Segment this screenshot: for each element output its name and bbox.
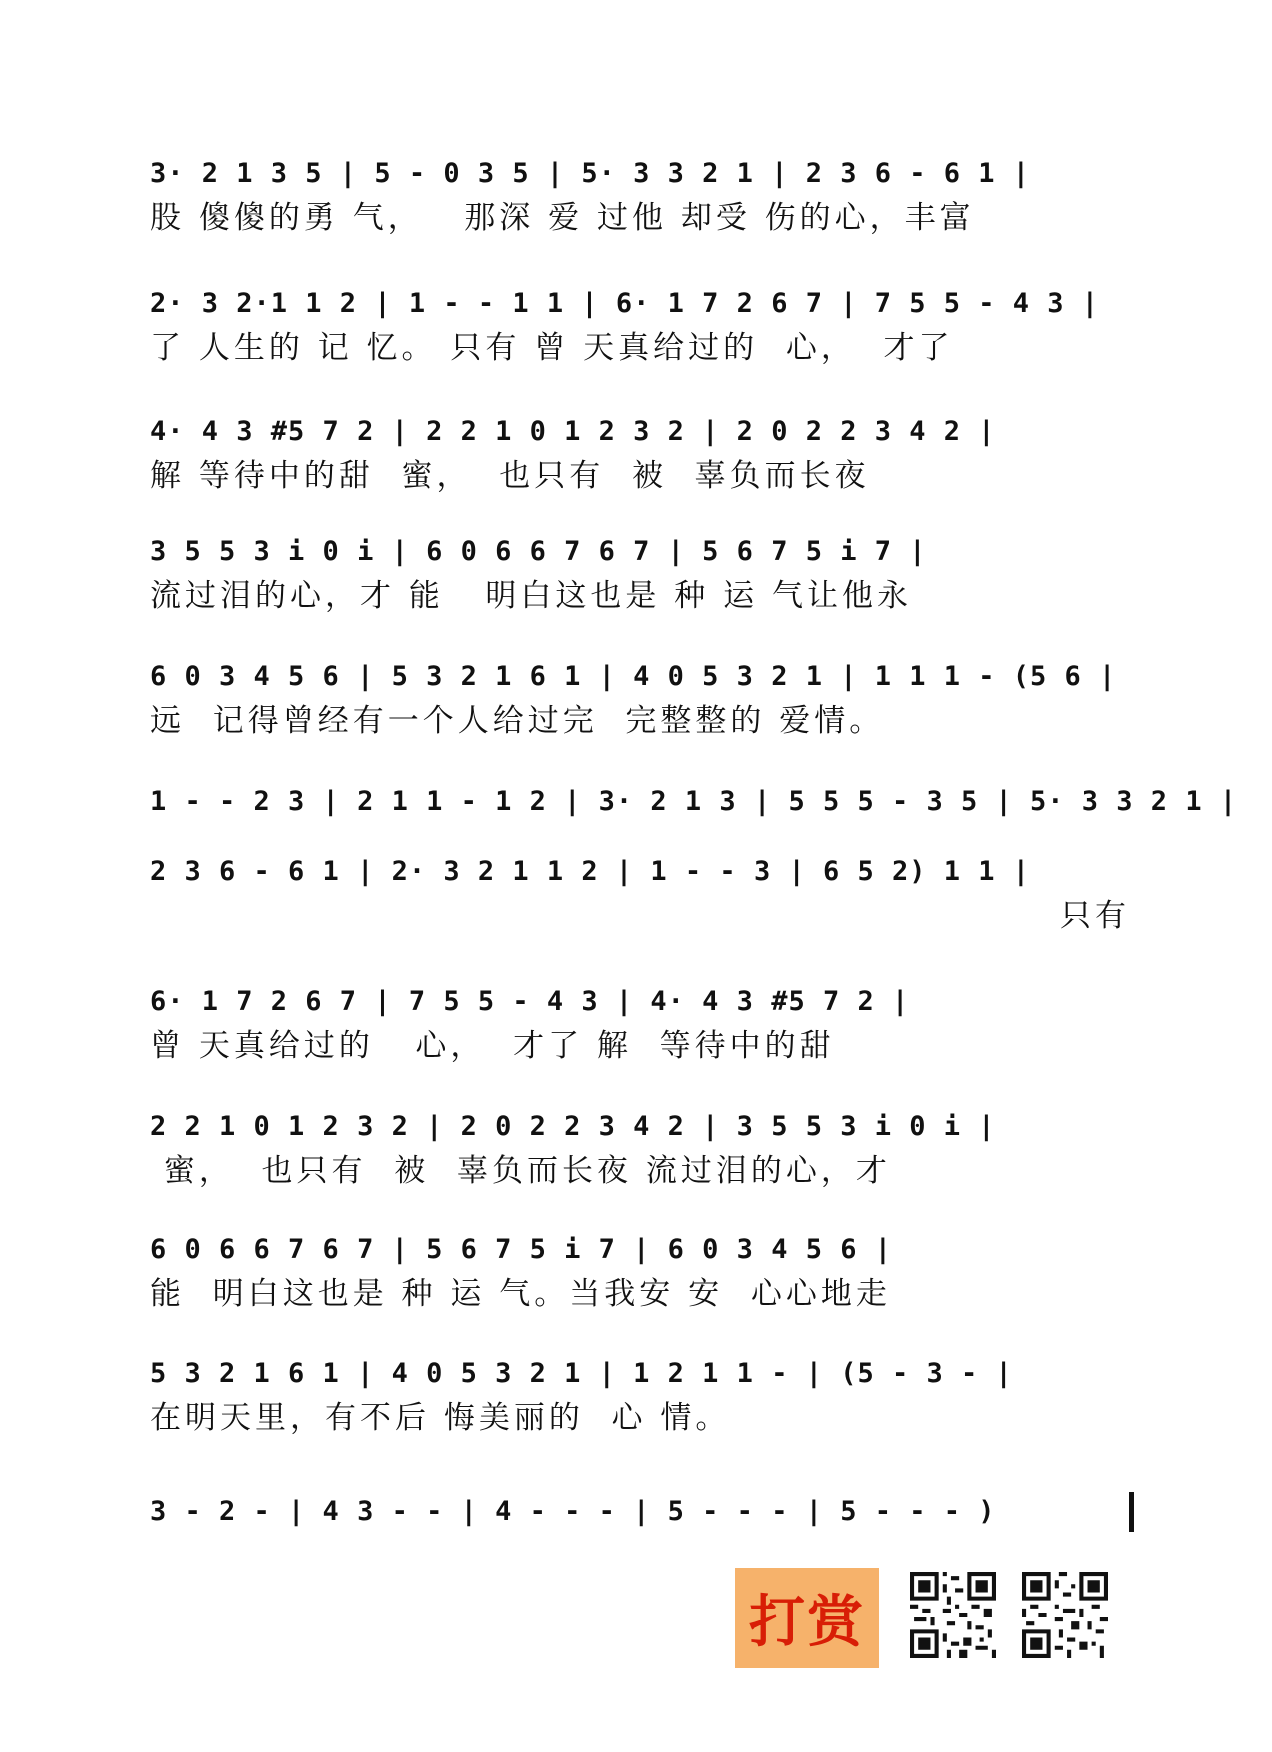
lyrics-row: 远 记得曾经有一个人给过完 完整整的 爱情。 xyxy=(150,703,885,739)
final-barline xyxy=(1129,1492,1134,1532)
qr-code-icon xyxy=(1022,1572,1108,1658)
lyrics-row: 了 人生的 记 忆。 只有 曾 天真给过的 心， 才了 xyxy=(150,330,954,366)
lyrics-row: 曾 天真给过的 心， 才了 解 等待中的甜 xyxy=(150,1028,835,1064)
lyrics-row: 解 等待中的甜 蜜， 也只有 被 辜负而长夜 xyxy=(150,458,870,494)
lyrics-row: 流过泪的心，才 能 明白这也是 种 运 气让他永 xyxy=(150,578,912,614)
notes-row: 3 - 2 - | 4 3 - - | 4 - - - | 5 - - - | 5 - - - ) xyxy=(150,1496,996,1527)
reward-button[interactable]: 打赏 xyxy=(735,1568,879,1668)
notes-row: 6· 1 7 2 6 7 | 7 5 5 - 4 3 | 4· 4 3 #5 7 2 | xyxy=(150,986,910,1017)
lyrics-row: 只有 xyxy=(1060,898,1130,934)
notes-row: 2 2 1 0 1 2 3 2 | 2 0 2 2 3 4 2 | 3 5 5 3 i 0 i | xyxy=(150,1111,996,1142)
notes-row: 4· 4 3 #5 7 2 | 2 2 1 0 1 2 3 2 | 2 0 2 2 3 4 2 | xyxy=(150,416,996,447)
lyrics-row: 蜜， 也只有 被 辜负而长夜 流过泪的心，才 xyxy=(150,1153,891,1189)
lyrics-row: 股 傻傻的勇 气， 那深 爱 过他 却受 伤的心，丰富 xyxy=(150,200,975,236)
notes-row: 5 3 2 1 6 1 | 4 0 5 3 2 1 | 1 2 1 1 - | (5 - 3 - | xyxy=(150,1358,1013,1389)
notes-row: 2· 3 2·1 1 2 | 1 - - 1 1 | 6· 1 7 2 6 7 | 7 5 5 - 4 3 | xyxy=(150,288,1100,319)
notes-row: 6 0 3 4 5 6 | 5 3 2 1 6 1 | 4 0 5 3 2 1 | 1 1 1 - (5 6 | xyxy=(150,661,1117,692)
lyrics-row: 在明天里，有不后 悔美丽的 心 情。 xyxy=(150,1400,731,1436)
notes-row: 3· 2 1 3 5 | 5 - 0 3 5 | 5· 3 3 2 1 | 2 3 6 - 6 1 | xyxy=(150,158,1031,189)
lyrics-row: 能 明白这也是 种 运 气。当我安 安 心心地走 xyxy=(150,1276,891,1312)
notes-row: 6 0 6 6 7 6 7 | 5 6 7 5 i 7 | 6 0 3 4 5 6 | xyxy=(150,1234,892,1265)
notes-row: 1 - - 2 3 | 2 1 1 - 1 2 | 3· 2 1 3 | 5 5 5 - 3 5 | 5· 3 3 2 1 | xyxy=(150,786,1238,817)
notes-row: 3 5 5 3 i 0 i | 6 0 6 6 7 6 7 | 5 6 7 5 i 7 | xyxy=(150,536,927,567)
notes-row: 2 3 6 - 6 1 | 2· 3 2 1 1 2 | 1 - - 3 | 6 5 2) 1 1 | xyxy=(150,856,1031,887)
qr-code-icon xyxy=(910,1572,996,1658)
